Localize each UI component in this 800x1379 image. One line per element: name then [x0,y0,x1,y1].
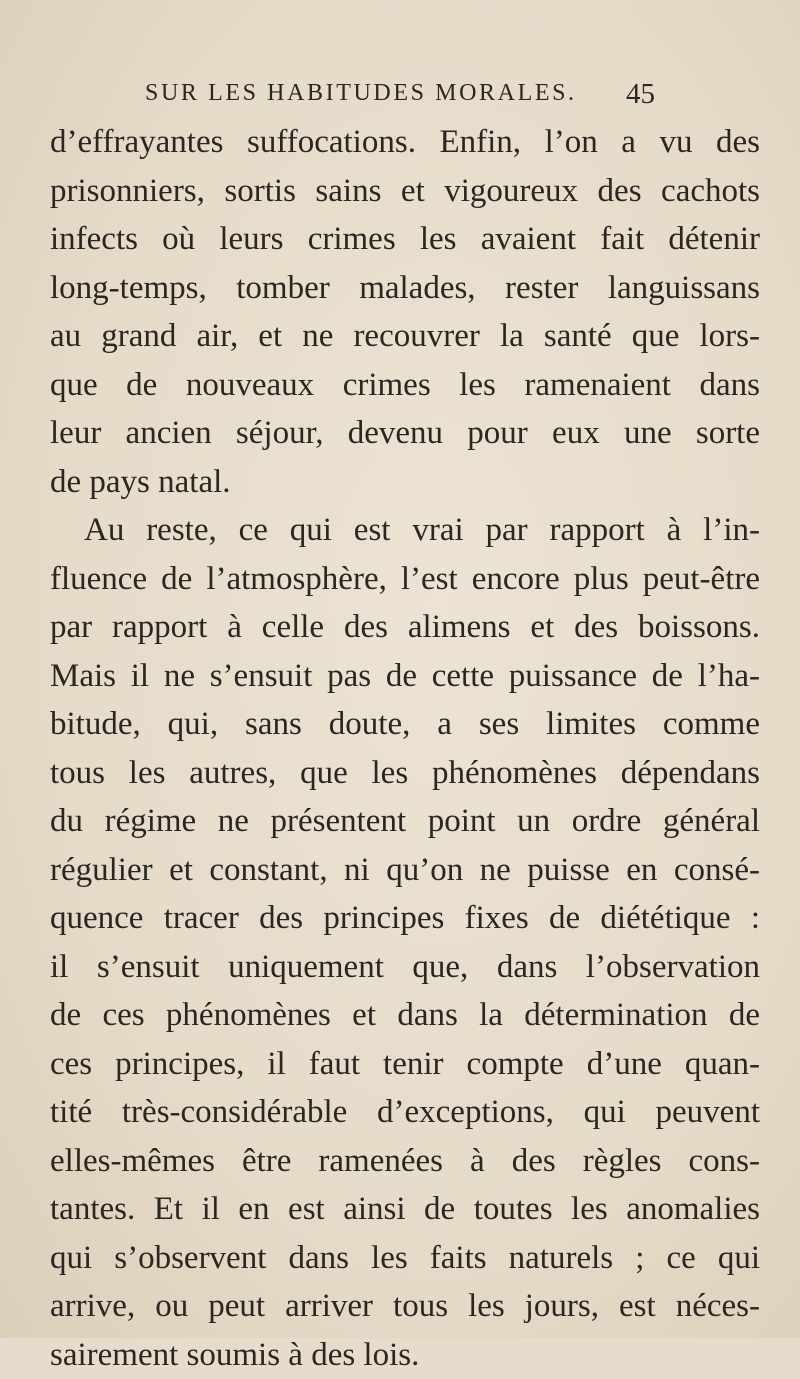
paragraph-start-line: Au reste, ce qui est vrai par rapport à l’in- [50,506,760,555]
text-line: tité très-considérable d’exceptions, qui peuvent [50,1088,760,1137]
text-line: il s’ensuit uniquement que, dans l’observation [50,943,760,992]
text-line: par rapport à celle des alimens et des boissons. [50,603,760,652]
text-line: de ces phénomènes et dans la détermination de [50,991,760,1040]
text-line: qui s’observent dans les faits naturels ; ce qui [50,1234,760,1283]
text-line: que de nouveaux crimes les ramenaient dans [50,361,760,410]
page-number: 45 [626,78,655,111]
text-line: prisonniers, sortis sains et vigoureux des cachots [50,167,760,216]
text-line: long-temps, tomber malades, rester languissans [50,264,760,313]
text-line: bitude, qui, sans doute, a ses limites comme [50,700,760,749]
text-line: quence tracer des principes fixes de diététique : [50,894,760,943]
paragraph-end-line: de pays natal. [50,458,760,507]
text-line: au grand air, et ne recouvrer la santé que lors- [50,312,760,361]
text-line: ces principes, il faut tenir compte d’une quan- [50,1040,760,1089]
text-line: tantes. Et il en est ainsi de toutes les anomalies [50,1185,760,1234]
paragraph-end-line: sairement soumis à des lois. [50,1331,760,1379]
text-line: elles-mêmes être ramenées à des règles cons- [50,1137,760,1186]
text-line: infects où leurs crimes les avaient fait détenir [50,215,760,264]
page-header [135,80,655,116]
text-line: d’effrayantes suffocations. Enfin, l’on a vu des [50,118,760,167]
text-line: tous les autres, que les phénomènes dépendans [50,749,760,798]
text-line: arrive, ou peut arriver tous les jours, est néces- [50,1282,760,1331]
text-line: fluence de l’atmosphère, l’est encore plus peut-être [50,555,760,604]
text-line: Mais il ne s’ensuit pas de cette puissance de l’ha- [50,652,760,701]
running-title: SUR LES HABITUDES MORALES. [145,80,577,107]
body-text [50,118,760,1379]
text-line: leur ancien séjour, devenu pour eux une sorte [50,409,760,458]
text-line: du régime ne présentent point un ordre général [50,797,760,846]
text-line: régulier et constant, ni qu’on ne puisse en consé- [50,846,760,895]
